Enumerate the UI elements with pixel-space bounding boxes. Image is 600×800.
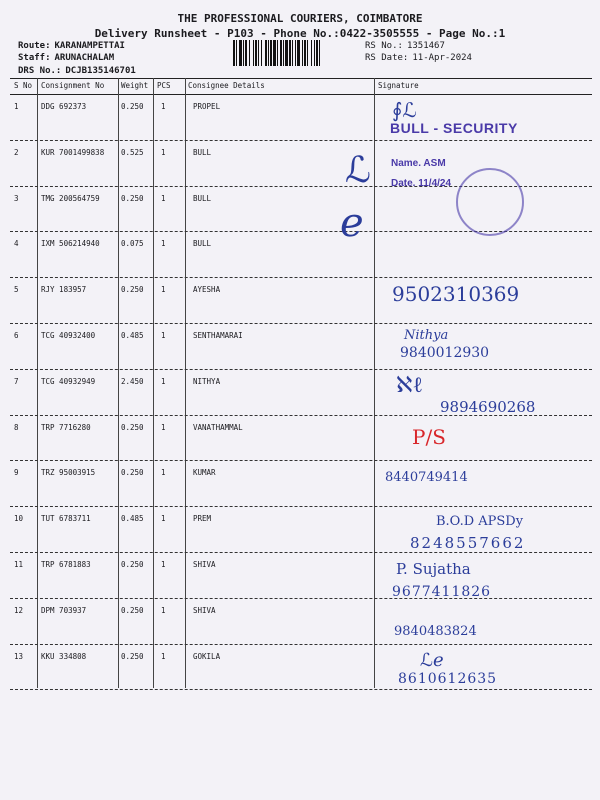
signature-row6-name: Nithya — [404, 328, 449, 343]
cell-consignment: TUT 6783711 — [41, 514, 91, 524]
cell-consignee: PROPEL — [193, 102, 221, 111]
cell-sno: 12 — [14, 605, 24, 615]
signature-row7-phone: 9894690268 — [440, 398, 536, 416]
cell-consignment: TCG 40932949 — [41, 376, 96, 386]
signature-scrawl: ℯ — [340, 200, 364, 246]
table-row — [0, 324, 600, 370]
cell-pcs: 1 — [161, 102, 166, 111]
signature-row11-phone: 9677411826 — [392, 584, 492, 600]
cell-sno: 13 — [14, 651, 24, 661]
drs-value: DCJB135146701 — [65, 66, 136, 76]
round-seal — [456, 168, 524, 236]
cell-pcs: 1 — [161, 468, 166, 478]
cell-sno: 6 — [14, 331, 19, 340]
cell-pcs: 1 — [161, 193, 166, 203]
cell-consignee: AYESHA — [193, 285, 221, 295]
signature-row6-phone: 9840012930 — [400, 345, 490, 361]
signature-row13-scrawl: ℒℯ — [420, 650, 444, 671]
cell-sno: 8 — [14, 422, 19, 432]
drs-label: DRS No.: — [18, 66, 62, 76]
cell-pcs: 1 — [161, 560, 166, 569]
signature-row7-scrawl: ℵℓ — [396, 373, 423, 398]
cell-consignee: BULL — [193, 193, 212, 203]
signature-row12: 9840483824 — [394, 624, 477, 639]
cell-sno: 11 — [14, 560, 24, 569]
cell-weight: 0.250 — [121, 605, 144, 615]
rs-date-line — [365, 53, 472, 63]
cell-consignment: TRZ 95003915 — [41, 468, 96, 478]
cell-sno: 4 — [14, 239, 19, 249]
runsheet-subtitle: Delivery Runsheet - P103 - Phone No.:0422-3505555 - Page No.:1 — [94, 27, 506, 40]
cell-sno: 9 — [14, 468, 19, 478]
cell-weight: 0.075 — [121, 239, 144, 249]
cell-consignment: IXM 506214940 — [41, 239, 100, 249]
cell-consignment: DPM 703937 — [41, 605, 87, 615]
signature-row10-phone: 8248557662 — [410, 534, 526, 552]
signature-row9: 8440749414 — [385, 470, 468, 485]
cell-consignee: NITHYA — [193, 376, 221, 386]
col-header-signature: Signature — [378, 81, 419, 90]
cell-consignee: GOKILA — [193, 651, 221, 661]
cell-pcs: 1 — [161, 514, 166, 524]
route-line — [18, 41, 125, 51]
rs-no-value: 1351467 — [406, 41, 445, 51]
signature-row13-phone: 8610612635 — [398, 671, 498, 687]
cell-pcs: 1 — [161, 376, 166, 386]
table-row — [0, 232, 600, 278]
staff-value: ARUNACHALAM — [54, 53, 115, 63]
cell-weight: 0.250 — [121, 422, 144, 432]
signature-row11-name: P. Sujatha — [396, 560, 471, 578]
route-label: Route: — [18, 41, 51, 51]
cell-weight: 0.525 — [121, 147, 144, 157]
cell-consignment: TCG 40932400 — [41, 331, 96, 340]
staff-label: Staff: — [18, 53, 51, 63]
cell-consignee: VANATHAMMAL — [193, 422, 243, 432]
cell-weight: 0.250 — [121, 193, 144, 203]
table-row — [0, 553, 600, 599]
cell-weight: 2.450 — [121, 376, 144, 386]
cell-sno: 2 — [14, 147, 19, 157]
rs-date-label: RS Date: — [365, 53, 409, 63]
cell-consignee: SHIVA — [193, 605, 216, 615]
cell-consignment: RJY 183957 — [41, 285, 87, 295]
cell-weight: 0.250 — [121, 285, 144, 295]
cell-pcs: 1 — [161, 147, 166, 157]
col-header-weight: Weight — [121, 81, 149, 90]
cell-consignment: TRP 6781883 — [41, 560, 91, 569]
cell-consignment: KKU 334808 — [41, 651, 87, 661]
cell-sno: 5 — [14, 285, 19, 295]
cell-consignment: DDG 692373 — [41, 102, 87, 111]
cell-sno: 7 — [14, 376, 19, 386]
row-separator — [10, 689, 592, 690]
cell-pcs: 1 — [161, 331, 166, 340]
staff-line — [18, 53, 114, 63]
barcode — [233, 40, 355, 66]
security-stamp: BULL - SECURITY — [390, 120, 518, 136]
table-row — [0, 599, 600, 645]
cell-pcs: 1 — [161, 239, 166, 249]
cell-consignment: TRP 7716280 — [41, 422, 91, 432]
cell-consignee: PREM — [193, 514, 212, 524]
col-header-pcs: PCS — [157, 81, 171, 90]
col-header-consignee: Consignee Details — [188, 81, 265, 90]
cell-pcs: 1 — [161, 651, 166, 661]
cell-weight: 0.250 — [121, 468, 144, 478]
cell-consignee: BULL — [193, 147, 212, 157]
cell-weight: 0.250 — [121, 102, 144, 111]
route-value: KARANAMPETTAI — [54, 41, 125, 51]
cell-weight: 0.250 — [121, 651, 144, 661]
cell-weight: 0.250 — [121, 560, 144, 569]
cell-consignee: SENTHAMARAI — [193, 331, 243, 340]
drs-line — [18, 66, 136, 76]
cell-weight: 0.485 — [121, 331, 144, 340]
cell-sno: 1 — [14, 102, 19, 111]
cell-pcs: 1 — [161, 605, 166, 615]
col-header-consignment: Consignment No — [41, 81, 105, 90]
cell-sno: 10 — [14, 514, 24, 524]
cell-consignee: SHIVA — [193, 560, 216, 569]
cell-consignee: KUMAR — [193, 468, 216, 478]
cell-consignee: BULL — [193, 239, 212, 249]
cell-pcs: 1 — [161, 422, 166, 432]
rs-no-line — [365, 41, 445, 51]
stamp-name: Name. ASM — [391, 158, 446, 169]
cell-consignment: KUR 7001499838 — [41, 147, 105, 157]
signature-row8: P/S — [412, 425, 446, 449]
rs-date-value: 11-Apr-2024 — [412, 53, 472, 63]
company-title: THE PROFESSIONAL COURIERS, COIMBATORE — [177, 12, 423, 25]
header-top-rule — [10, 78, 592, 79]
table-row — [0, 461, 600, 507]
signature-scrawl: ℒ — [345, 150, 371, 191]
cell-weight: 0.485 — [121, 514, 144, 524]
signature-squiggle: ∮ℒ — [392, 98, 417, 122]
table-row — [0, 416, 600, 462]
table-row — [0, 645, 600, 691]
cell-pcs: 1 — [161, 285, 166, 295]
signature-row10-name: B.O.D APSDy — [436, 514, 524, 529]
stamp-date: Date. 11/4/24 — [391, 178, 452, 189]
cell-sno: 3 — [14, 193, 19, 203]
signature-row5: 9502310369 — [392, 282, 520, 306]
cell-consignment: TMG 200564759 — [41, 193, 100, 203]
rs-no-label: RS No.: — [365, 41, 403, 51]
col-header-sno: S No — [14, 81, 33, 90]
